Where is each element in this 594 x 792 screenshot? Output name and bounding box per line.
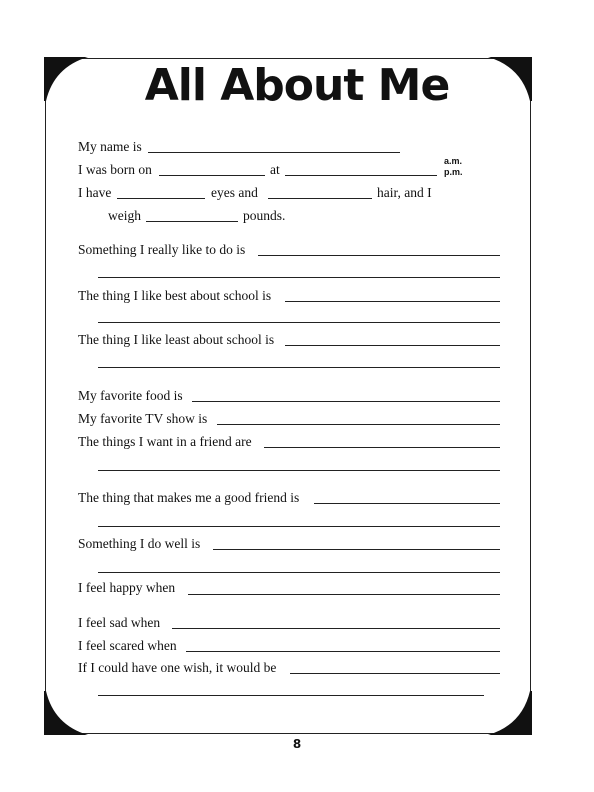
name-field[interactable]	[148, 152, 400, 153]
scared-field[interactable]	[186, 651, 500, 652]
sad-field[interactable]	[172, 628, 500, 629]
friend-want-field-line-2[interactable]	[98, 470, 500, 471]
pm-label: p.m.	[444, 167, 463, 177]
corner-decoration-bottom-left	[44, 691, 88, 735]
corner-decoration-bottom-right	[488, 691, 532, 735]
like-best-field[interactable]	[285, 301, 500, 302]
favorite-food-field[interactable]	[192, 401, 500, 402]
wish-field[interactable]	[290, 673, 500, 674]
pounds-label: pounds.	[243, 208, 286, 223]
sad-label: I feel sad when	[78, 615, 161, 630]
scared-label: I feel scared when	[78, 638, 177, 653]
happy-field[interactable]	[188, 594, 500, 595]
good-friend-field[interactable]	[314, 503, 500, 504]
birth-date-field[interactable]	[159, 175, 265, 176]
do-well-field[interactable]	[213, 549, 500, 550]
am-label: a.m.	[444, 156, 463, 166]
like-best-field-line-2[interactable]	[98, 322, 500, 323]
friend-want-field[interactable]	[264, 447, 500, 448]
good-friend-label: The thing that makes me a good friend is	[78, 490, 300, 505]
like-to-do-field-line-2[interactable]	[98, 277, 500, 278]
do-well-field-line-2[interactable]	[98, 572, 500, 573]
page-title: All About Me	[144, 60, 450, 111]
have-label: I have	[78, 185, 112, 200]
eyes-label: eyes and	[211, 185, 258, 200]
favorite-tv-field[interactable]	[217, 424, 500, 425]
like-least-label: The thing I like least about school is	[78, 332, 275, 347]
good-friend-field-line-2[interactable]	[98, 526, 500, 527]
like-to-do-field[interactable]	[258, 255, 500, 256]
like-least-field[interactable]	[285, 345, 500, 346]
food-label: My favorite food is	[78, 388, 183, 403]
wish-label: If I could have one wish, it would be	[78, 660, 277, 675]
weight-field[interactable]	[146, 221, 238, 222]
hair-label: hair, and I	[377, 185, 432, 200]
born-label: I was born on	[78, 162, 152, 177]
tv-label: My favorite TV show is	[78, 411, 208, 426]
friend-want-label: The things I want in a friend are	[78, 434, 252, 449]
weigh-label: weigh	[108, 208, 141, 223]
wish-field-line-2[interactable]	[98, 695, 484, 696]
birth-time-field[interactable]	[285, 175, 437, 176]
like-best-label: The thing I like best about school is	[78, 288, 272, 303]
eye-color-field[interactable]	[117, 198, 205, 199]
name-label: My name is	[78, 139, 142, 154]
at-label: at	[270, 162, 280, 177]
do-well-label: Something I do well is	[78, 536, 201, 551]
hair-color-field[interactable]	[268, 198, 372, 199]
happy-label: I feel happy when	[78, 580, 176, 595]
like-to-do-label: Something I really like to do is	[78, 242, 246, 257]
am-pm-choice[interactable]	[444, 156, 463, 178]
page-number: 8	[292, 737, 302, 751]
like-least-field-line-2[interactable]	[98, 367, 500, 368]
